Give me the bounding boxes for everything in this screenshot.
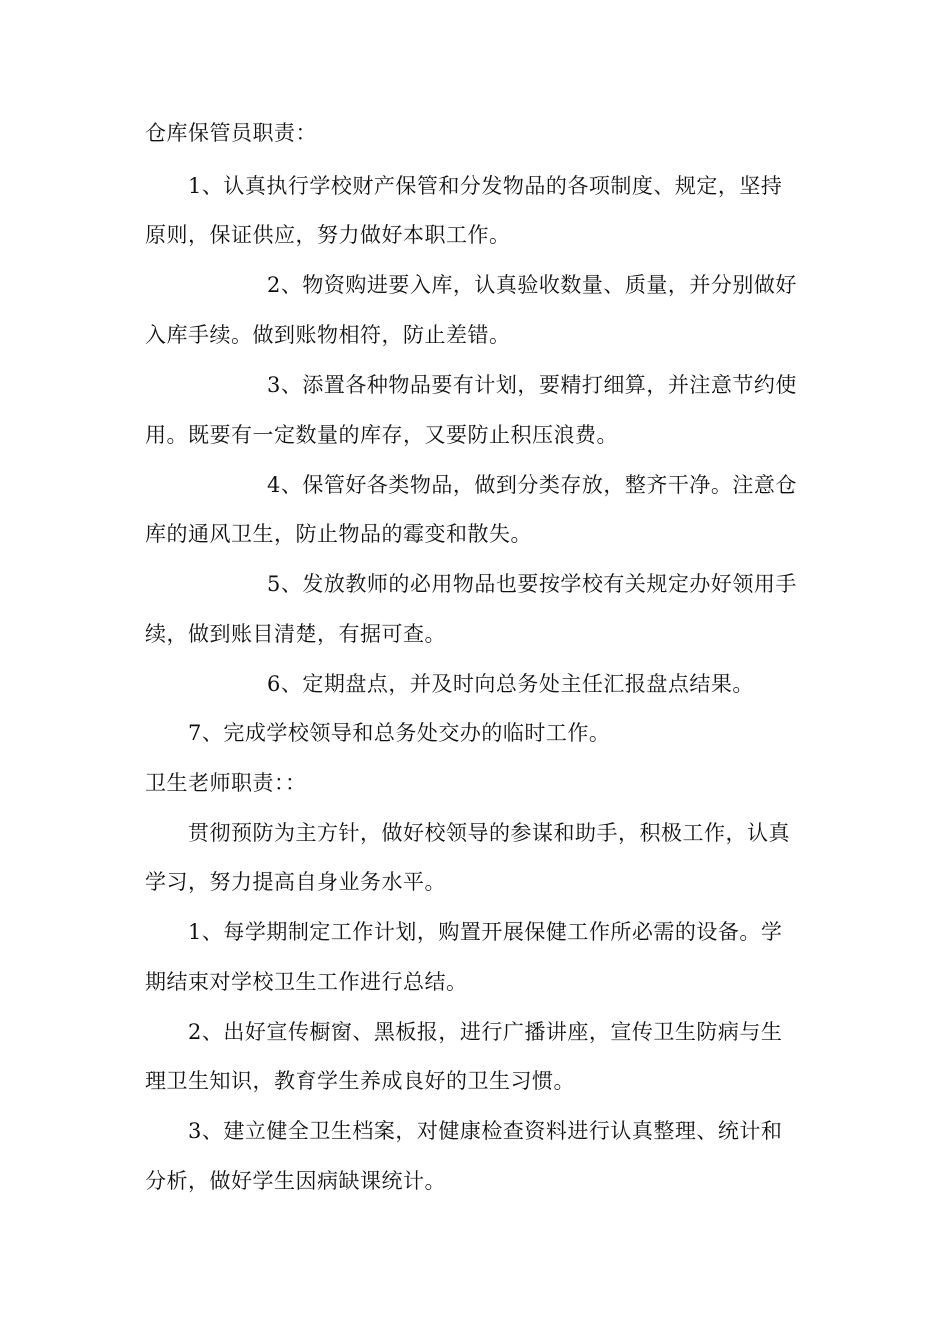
paragraph-line: 7、完成学校领导和总务处交办的临时工作。 (188, 721, 611, 745)
paragraph-line: 贯彻预防为主方针，做好校领导的参谋和助手，积极工作，认真 (188, 821, 790, 845)
paragraph-line: 5、发放教师的必用物品也要按学校有关规定办好领用手 (267, 572, 797, 596)
paragraph-line: 4、保管好各类物品，做到分类存放，整齐干净。注意仓 (267, 473, 797, 497)
paragraph-line: 期结束对学校卫生工作进行总结。 (145, 970, 468, 994)
paragraph-line: 3、建立健全卫生档案，对健康检查资料进行认真整理、统计和 (188, 1119, 783, 1143)
paragraph-line: 原则，保证供应，努力做好本职工作。 (145, 223, 511, 247)
paragraph-line: 2、出好宣传橱窗、黑板报，进行广播讲座，宣传卫生防病与生 (188, 1020, 783, 1044)
section-heading-health-teacher: 卫生老师职责：： (145, 771, 307, 795)
paragraph-line: 分析，做好学生因病缺课统计。 (145, 1169, 446, 1193)
section-heading-warehouse: 仓库保管员职责： (145, 121, 317, 145)
paragraph-line: 3、添置各种物品要有计划，要精打细算，并注意节约使 (267, 373, 797, 397)
paragraph-line: 用。既要有一定数量的库存，又要防止积压浪费。 (145, 423, 618, 447)
paragraph-line: 1、认真执行学校财产保管和分发物品的各项制度、规定，坚持 (188, 174, 783, 198)
paragraph-line: 学习，努力提高自身业务水平。 (145, 870, 446, 894)
paragraph-line: 续，做到账目清楚，有据可查。 (145, 622, 446, 646)
paragraph-line: 理卫生知识，教育学生养成良好的卫生习惯。 (145, 1069, 575, 1093)
paragraph-line: 入库手续。做到账物相符，防止差错。 (145, 323, 511, 347)
paragraph-line: 1、每学期制定工作计划，购置开展保健工作所必需的设备。学 (188, 920, 783, 944)
paragraph-line: 库的通风卫生，防止物品的霉变和散失。 (145, 522, 532, 546)
paragraph-line: 6、定期盘点，并及时向总务处主任汇报盘点结果。 (267, 672, 754, 696)
paragraph-line: 2、物资购进要入库，认真验收数量、质量，并分别做好 (267, 273, 797, 297)
